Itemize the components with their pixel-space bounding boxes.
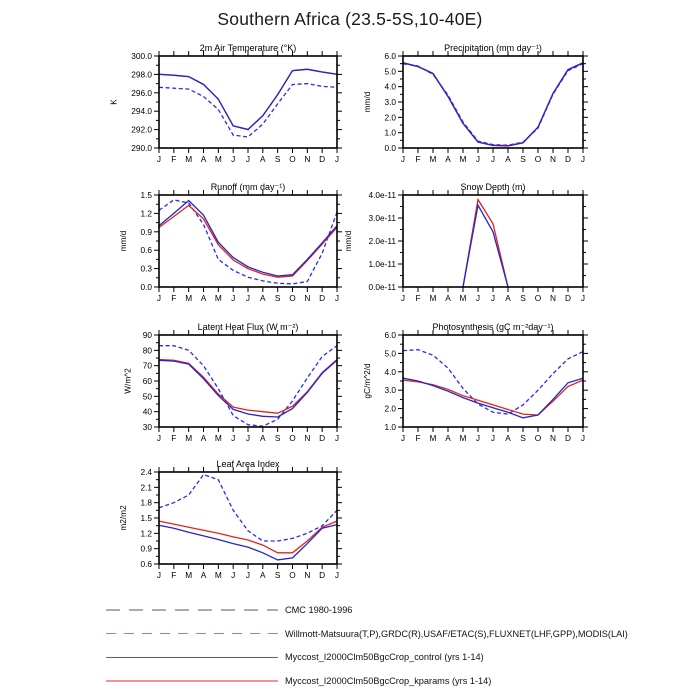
svg-text:J: J <box>475 293 481 303</box>
svg-text:0.6: 0.6 <box>140 559 152 569</box>
legend-label-kparams: Myccost_I2000Clm50BgcCrop_kparams (yrs 1-14) <box>285 675 492 686</box>
svg-text:1.2: 1.2 <box>140 208 152 219</box>
chart-title: Latent Heat Flux (W m⁻²) <box>197 322 299 332</box>
series-control <box>159 201 337 277</box>
chart-leaf-area-index <box>97 456 353 591</box>
y-axis-title: K <box>108 99 119 105</box>
svg-text:F: F <box>171 154 177 164</box>
svg-text:J: J <box>475 154 481 164</box>
chart-snow-depth <box>341 179 599 314</box>
axis-labels <box>384 51 585 164</box>
series-control <box>159 525 337 560</box>
svg-text:A: A <box>505 154 511 164</box>
series-control <box>403 63 583 146</box>
axis-labels <box>143 330 339 443</box>
svg-text:1.5: 1.5 <box>140 513 152 523</box>
svg-text:J: J <box>245 433 251 443</box>
svg-text:2.4: 2.4 <box>140 467 152 477</box>
y-axis-title: mm/d <box>117 230 128 252</box>
svg-text:300.0: 300.0 <box>131 51 152 61</box>
axes <box>398 51 588 153</box>
svg-text:294.0: 294.0 <box>131 106 152 117</box>
svg-text:5.0: 5.0 <box>384 348 396 359</box>
chart-svg <box>341 40 599 170</box>
svg-text:J: J <box>490 433 496 443</box>
svg-text:M: M <box>459 433 467 443</box>
svg-text:2.0: 2.0 <box>384 112 396 123</box>
legend-item-cmc <box>106 598 628 622</box>
series-kparams <box>159 360 337 414</box>
chart-svg <box>97 319 353 449</box>
svg-text:J: J <box>245 154 251 164</box>
legend-item-control <box>106 645 628 669</box>
svg-text:J: J <box>156 293 162 303</box>
series-kparams <box>159 69 337 129</box>
svg-text:N: N <box>550 293 556 303</box>
svg-text:F: F <box>415 293 421 303</box>
chart-title: Snow Depth (m) <box>460 182 526 192</box>
series-obs <box>159 200 337 284</box>
svg-text:2.0e-11: 2.0e-11 <box>368 236 396 246</box>
axis-labels <box>131 51 339 164</box>
svg-text:J: J <box>580 293 586 303</box>
svg-text:D: D <box>319 433 326 443</box>
svg-text:J: J <box>475 433 481 443</box>
svg-text:S: S <box>274 570 281 580</box>
svg-text:J: J <box>580 154 586 164</box>
axis-labels <box>384 330 585 443</box>
svg-text:M: M <box>185 154 193 164</box>
chart-svg <box>341 319 599 449</box>
svg-text:4.0: 4.0 <box>384 366 396 377</box>
legend-item-observations <box>106 622 628 646</box>
svg-text:N: N <box>550 154 556 164</box>
svg-text:1.0e-11: 1.0e-11 <box>368 259 396 269</box>
svg-text:J: J <box>490 154 496 164</box>
svg-text:J: J <box>156 154 162 164</box>
series-kparams <box>463 200 508 287</box>
svg-text:O: O <box>534 293 542 303</box>
svg-text:O: O <box>289 570 296 580</box>
chart-svg <box>341 179 599 309</box>
svg-text:4.0e-11: 4.0e-11 <box>368 190 396 200</box>
legend-swatch-control-solid-line <box>106 657 278 658</box>
svg-text:6.0: 6.0 <box>384 51 396 61</box>
svg-text:2.0: 2.0 <box>384 403 396 414</box>
svg-text:J: J <box>245 293 251 303</box>
svg-text:J: J <box>231 433 236 443</box>
svg-text:O: O <box>534 154 542 164</box>
svg-text:1.0: 1.0 <box>384 127 396 138</box>
svg-text:A: A <box>505 293 511 303</box>
svg-text:N: N <box>304 154 311 164</box>
svg-text:D: D <box>565 154 571 164</box>
svg-text:M: M <box>214 570 222 580</box>
svg-text:M: M <box>459 293 467 303</box>
chart-title: Precipitation (mm day⁻¹) <box>444 43 542 53</box>
svg-text:D: D <box>565 293 571 303</box>
svg-text:298.0: 298.0 <box>131 69 152 80</box>
svg-text:N: N <box>304 293 311 303</box>
axes <box>398 330 588 432</box>
svg-text:J: J <box>334 154 340 164</box>
svg-text:O: O <box>289 293 296 303</box>
svg-text:S: S <box>520 154 526 164</box>
legend-swatch-kparams-solid-line <box>106 680 278 682</box>
svg-text:J: J <box>245 570 251 580</box>
svg-text:A: A <box>505 433 511 443</box>
svg-text:M: M <box>185 433 193 443</box>
svg-text:70: 70 <box>142 360 152 371</box>
svg-text:A: A <box>260 433 266 443</box>
series-kparams <box>403 63 583 146</box>
series-kparams <box>159 521 337 553</box>
svg-text:3.0: 3.0 <box>384 385 396 396</box>
axes <box>154 330 342 432</box>
axes <box>154 467 342 569</box>
svg-text:296.0: 296.0 <box>131 87 152 98</box>
legend-swatch-obs-dashed-line <box>106 633 278 635</box>
svg-text:A: A <box>445 433 451 443</box>
legend-label-observations: Willmott-Matsuura(T,P),GRDC(R),USAF/ETAC(S),FLUXNET(LHF,GPP),MODIS(LAI) <box>285 628 628 639</box>
page-title: Southern Africa (23.5-5S,10-40E) <box>217 9 483 29</box>
svg-text:290.0: 290.0 <box>131 143 152 153</box>
svg-text:J: J <box>231 293 236 303</box>
svg-text:J: J <box>400 154 406 164</box>
svg-text:6.0: 6.0 <box>384 330 396 340</box>
y-axis-title: m2/m2 <box>117 505 128 531</box>
svg-text:J: J <box>490 293 496 303</box>
svg-text:A: A <box>260 293 266 303</box>
svg-text:M: M <box>429 154 437 164</box>
svg-text:0.0: 0.0 <box>140 282 152 292</box>
svg-text:1.0: 1.0 <box>384 422 396 432</box>
svg-text:D: D <box>319 154 326 164</box>
plot-frame <box>403 56 583 148</box>
chart-svg <box>97 40 353 170</box>
svg-text:F: F <box>415 433 421 443</box>
svg-text:0.0: 0.0 <box>384 143 396 153</box>
svg-text:S: S <box>274 293 281 303</box>
chart-runoff <box>97 179 353 314</box>
svg-text:J: J <box>334 293 340 303</box>
plot-frame <box>159 195 337 287</box>
svg-text:50: 50 <box>142 391 152 402</box>
svg-text:J: J <box>334 570 340 580</box>
legend-swatch-cmc-dashed-line <box>106 609 278 611</box>
y-axis-title: gC/m^2/d <box>361 363 372 399</box>
svg-text:30: 30 <box>142 422 152 432</box>
svg-text:J: J <box>400 433 406 443</box>
svg-text:292.0: 292.0 <box>131 124 152 135</box>
svg-text:1.8: 1.8 <box>140 497 152 508</box>
svg-text:J: J <box>231 570 236 580</box>
svg-text:1.5: 1.5 <box>140 190 152 200</box>
svg-text:F: F <box>415 154 421 164</box>
svg-text:O: O <box>289 154 296 164</box>
svg-text:N: N <box>550 433 556 443</box>
svg-text:3.0: 3.0 <box>384 97 396 107</box>
svg-text:M: M <box>214 293 222 303</box>
axis-labels <box>140 190 339 303</box>
svg-text:0.9: 0.9 <box>140 543 152 554</box>
y-axis-title: mm/d <box>361 91 372 113</box>
svg-text:A: A <box>200 154 207 164</box>
series-control <box>159 360 337 417</box>
axes <box>398 190 588 292</box>
chart-title: Runoff (mm day⁻¹) <box>210 182 286 192</box>
svg-text:D: D <box>319 293 326 303</box>
plot-frame <box>159 472 337 564</box>
series-obs <box>403 64 583 146</box>
svg-text:S: S <box>274 154 281 164</box>
svg-text:M: M <box>459 154 467 164</box>
svg-text:1.2: 1.2 <box>140 528 152 539</box>
svg-text:60: 60 <box>142 376 152 386</box>
svg-text:80: 80 <box>142 345 152 356</box>
svg-text:A: A <box>445 293 451 303</box>
svg-text:0.3: 0.3 <box>140 263 152 274</box>
chart-air-temperature <box>97 40 353 175</box>
legend-label-cmc: CMC 1980-1996 <box>285 604 353 615</box>
svg-text:J: J <box>580 433 586 443</box>
svg-text:A: A <box>200 293 207 303</box>
svg-text:S: S <box>520 433 526 443</box>
chart-title: Leaf Area Index <box>216 459 280 469</box>
y-axis-title: mm/d <box>343 230 354 252</box>
svg-text:J: J <box>231 154 236 164</box>
svg-text:A: A <box>200 433 207 443</box>
svg-text:40: 40 <box>142 406 152 417</box>
svg-text:A: A <box>260 154 266 164</box>
chart-svg <box>97 456 353 586</box>
svg-text:2.1: 2.1 <box>140 482 152 493</box>
svg-text:J: J <box>400 293 406 303</box>
svg-text:D: D <box>319 570 326 580</box>
svg-text:A: A <box>445 154 451 164</box>
svg-text:M: M <box>214 433 222 443</box>
svg-text:90: 90 <box>142 330 152 340</box>
chart-title: Photosynthesis (gC m⁻²day⁻¹) <box>432 322 554 332</box>
svg-text:0.0e-11: 0.0e-11 <box>368 282 396 292</box>
svg-text:4.0: 4.0 <box>384 81 396 92</box>
svg-text:D: D <box>565 433 571 443</box>
svg-text:J: J <box>156 433 162 443</box>
svg-text:F: F <box>171 293 177 303</box>
svg-text:S: S <box>520 293 526 303</box>
svg-text:J: J <box>334 433 340 443</box>
svg-text:0.9: 0.9 <box>140 226 152 237</box>
svg-text:F: F <box>171 570 177 580</box>
svg-text:J: J <box>156 570 162 580</box>
legend <box>106 598 628 693</box>
svg-text:M: M <box>185 293 193 303</box>
plot-frame <box>403 335 583 427</box>
svg-text:5.0: 5.0 <box>384 66 396 77</box>
legend-label-control: Myccost_I2000Clm50BgcCrop_control (yrs 1-14) <box>285 652 484 663</box>
svg-text:O: O <box>534 433 542 443</box>
svg-text:0.6: 0.6 <box>140 245 152 256</box>
svg-text:S: S <box>274 433 281 443</box>
svg-text:O: O <box>289 433 296 443</box>
chart-photosynthesis <box>341 319 599 454</box>
svg-text:M: M <box>214 154 222 164</box>
svg-text:3.0e-11: 3.0e-11 <box>368 213 396 223</box>
legend-item-kparams <box>106 669 628 693</box>
chart-title: 2m Air Temperature (°K) <box>199 43 297 53</box>
axes <box>154 51 342 153</box>
svg-text:F: F <box>171 433 177 443</box>
svg-text:A: A <box>260 570 266 580</box>
svg-text:M: M <box>429 293 437 303</box>
chart-svg <box>97 179 353 309</box>
y-axis-title: W/m^2 <box>122 368 133 394</box>
svg-text:N: N <box>304 433 311 443</box>
svg-text:M: M <box>429 433 437 443</box>
svg-text:M: M <box>185 570 193 580</box>
series-control <box>159 69 337 129</box>
chart-latent-heat-flux <box>97 319 353 454</box>
svg-text:N: N <box>304 570 311 580</box>
svg-text:A: A <box>200 570 207 580</box>
chart-precipitation <box>341 40 599 175</box>
plot-frame <box>403 195 583 287</box>
